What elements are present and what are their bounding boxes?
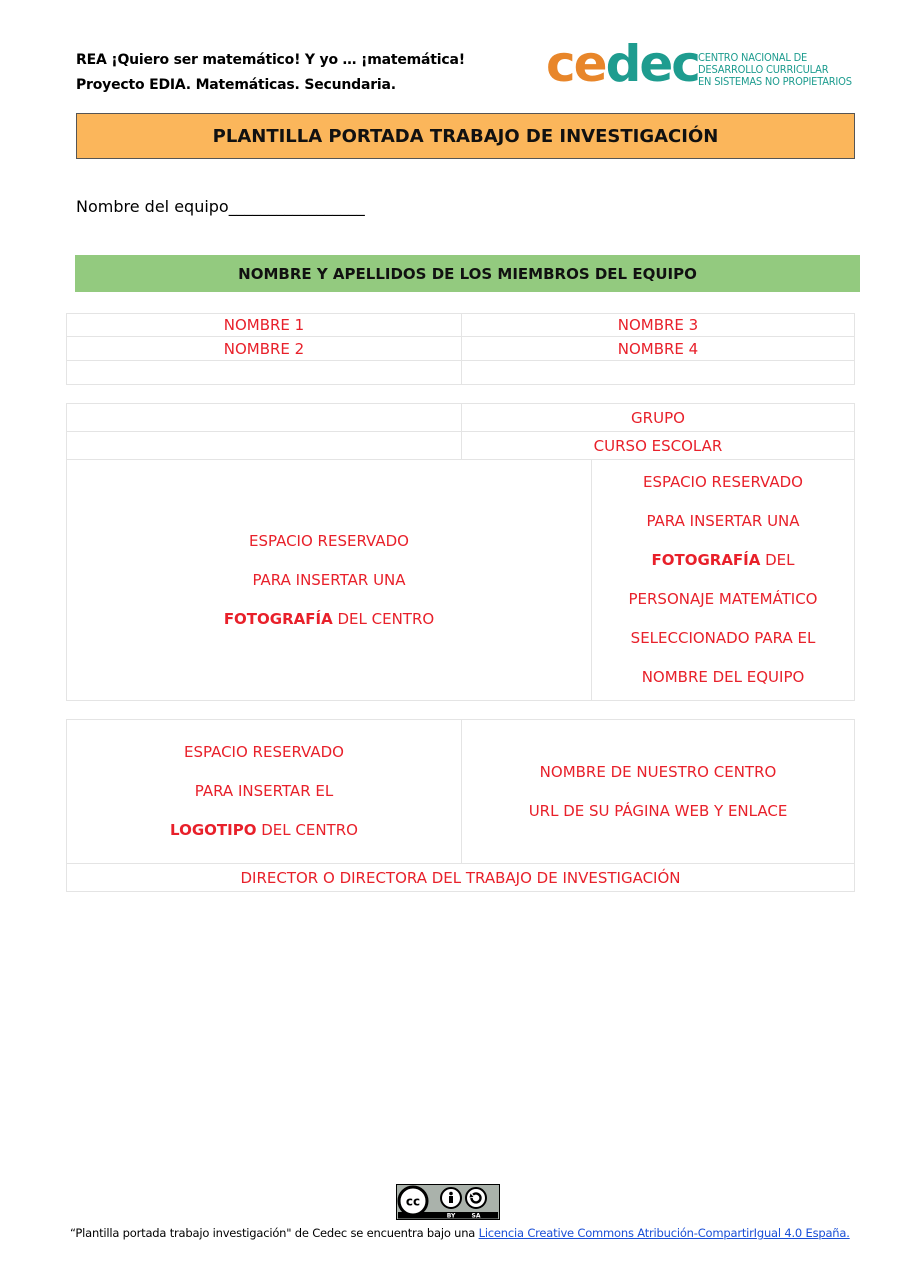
footer-license-text: “Plantilla portada trabajo investigación" de Cedec se encuentra bajo una Licencia Creative Commons Atribución-CompartirIgual 4.0 España. xyxy=(70,1226,850,1240)
svg-text:cc: cc xyxy=(405,1194,421,1209)
mathematician-photo-placeholder[interactable]: ESPACIO RESERVADO PARA INSERTAR UNA FOTOGRAFÍA DEL PERSONAJE MATEMÁTICO SELECCIONADO PARA EL NOMBRE DEL EQUIPO xyxy=(592,460,855,701)
school-name-url[interactable]: NOMBRE DE NUESTRO CENTRO URL DE SU PÁGINA WEB Y ENLACE xyxy=(462,720,855,864)
group-empty-cell[interactable] xyxy=(67,404,462,432)
member-empty-cell[interactable] xyxy=(67,361,462,385)
member-name-1[interactable]: NOMBRE 1 xyxy=(67,314,462,337)
course-label[interactable]: CURSO ESCOLAR xyxy=(462,432,855,460)
member-empty-cell[interactable] xyxy=(462,361,855,385)
header-line-rea: REA ¡Quiero ser matemático! Y yo … ¡matemática! xyxy=(76,52,465,68)
cedec-logo xyxy=(546,35,876,94)
member-name-2[interactable]: NOMBRE 2 xyxy=(67,337,462,361)
member-name-3[interactable]: NOMBRE 3 xyxy=(462,314,855,337)
course-empty-cell[interactable] xyxy=(67,432,462,460)
cedec-logo-subtitle: CENTRO NACIONAL DE DESARROLLO CURRICULAR EN SISTEMAS NO PROPIETARIOS xyxy=(698,51,852,88)
header-line-proyecto: Proyecto EDIA. Matemáticas. Secundaria. xyxy=(76,77,396,93)
cc-sa-label: SA xyxy=(471,1212,481,1220)
creative-commons-icon xyxy=(396,1184,500,1220)
license-link[interactable]: Licencia Creative Commons Atribución-CompartirIgual 4.0 España. xyxy=(478,1226,850,1240)
page-title: PLANTILLA PORTADA TRABAJO DE INVESTIGACIÓN xyxy=(76,113,855,159)
team-name-field[interactable]: Nombre del equipo_________________ xyxy=(76,197,365,216)
school-photo-placeholder[interactable]: ESPACIO RESERVADO PARA INSERTAR UNA FOTOGRAFÍA DEL CENTRO xyxy=(67,460,592,701)
members-table xyxy=(66,313,855,385)
cedec-logo-word: cedec xyxy=(546,35,699,93)
members-header: NOMBRE Y APELLIDOS DE LOS MIEMBROS DEL EQUIPO xyxy=(75,255,860,292)
group-table xyxy=(66,403,855,460)
member-name-4[interactable]: NOMBRE 4 xyxy=(462,337,855,361)
photos-table xyxy=(66,459,855,701)
group-label[interactable]: GRUPO xyxy=(462,404,855,432)
school-info-table xyxy=(66,719,855,892)
director-field[interactable]: DIRECTOR O DIRECTORA DEL TRABAJO DE INVESTIGACIÓN xyxy=(67,864,855,892)
school-logo-placeholder[interactable]: ESPACIO RESERVADO PARA INSERTAR EL LOGOTIPO DEL CENTRO xyxy=(67,720,462,864)
cc-by-label: BY xyxy=(446,1212,456,1220)
